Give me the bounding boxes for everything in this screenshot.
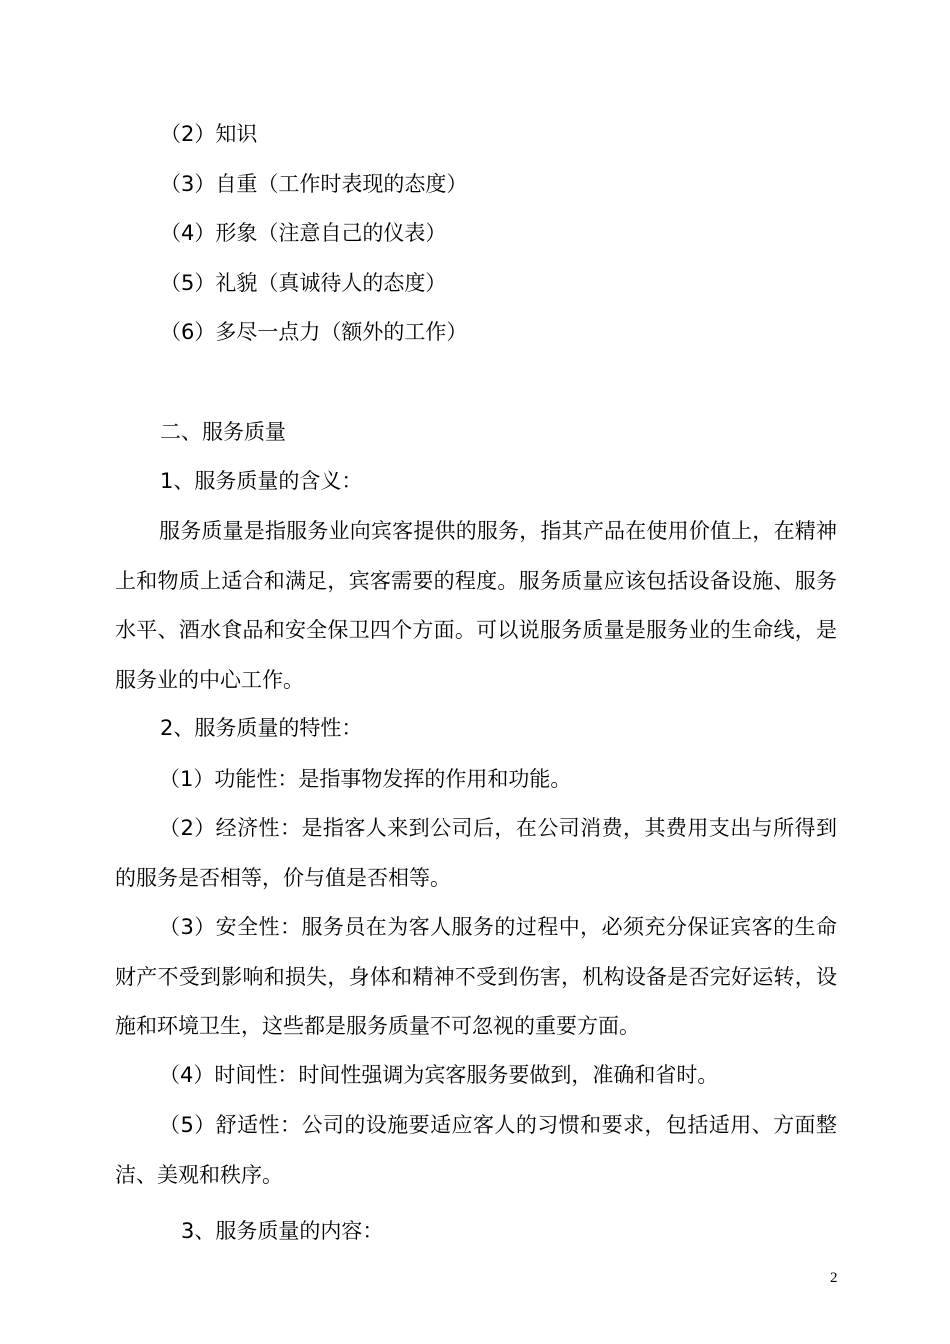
list-item: （4）形象（注意自己的仪表） bbox=[160, 221, 447, 245]
characteristic-item: （4）时间性：时间性强调为宾客服务要做到，准确和省时。 bbox=[159, 1063, 719, 1087]
subsection-heading: 2、服务质量的特性： bbox=[160, 716, 363, 740]
list-item: （2）知识 bbox=[160, 122, 258, 146]
characteristic-item: （1）功能性：是指事物发挥的作用和功能。 bbox=[159, 767, 572, 791]
characteristic-item: （5）舒适性：公司的设施要适应客人的习惯和要求，包括适用、方面整洁、美观和秩序。 bbox=[115, 1113, 837, 1187]
page-number: 2 bbox=[830, 1270, 838, 1286]
section-heading: 二、服务质量 bbox=[160, 420, 286, 444]
paragraph-definition: 服务质量是指服务业向宾客提供的服务，指其产品在使用价值上，在精神上和物质上适合和满足，宾客需要的程度。服务质量应该包括设备设施、服务水平、酒水食品和安全保卫四个方面。可以说服务质量是服务业的生命线，是服务业的中心工作。 bbox=[115, 519, 837, 692]
list-item: （5）礼貌（真诚待人的态度） bbox=[160, 271, 447, 295]
characteristic-item: （3）安全性：服务员在为客人服务的过程中，必须充分保证宾客的生命财产不受到影响和损失，身体和精神不受到伤害，机构设备是否完好运转，设施和环境卫生，这些都是服务质量不可忽视的重要方面。 bbox=[115, 915, 837, 1038]
subsection-heading: 1、服务质量的含义： bbox=[160, 469, 363, 493]
characteristic-item: （2）经济性：是指客人来到公司后，在公司消费，其费用支出与所得到的服务是否相等，价与值是否相等。 bbox=[115, 816, 837, 890]
list-item: （3）自重（工作时表现的态度） bbox=[160, 172, 468, 196]
list-item: （6）多尽一点力（额外的工作） bbox=[160, 320, 468, 344]
subsection-heading: 3、服务质量的内容： bbox=[181, 1219, 384, 1243]
